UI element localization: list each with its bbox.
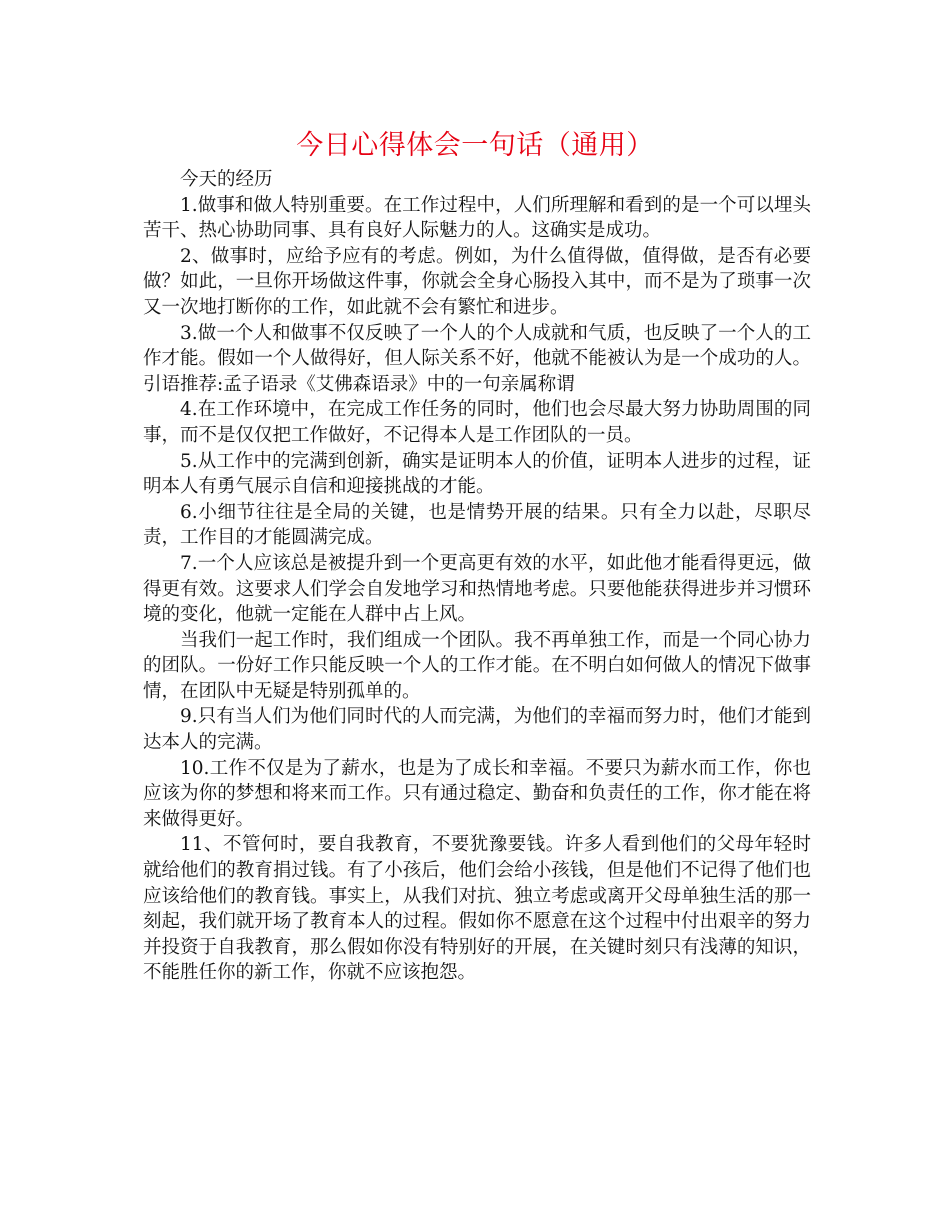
paragraph-7: 7.一个人应该总是被提升到一个更高更有效的水平，如此他才能看得更远，做得更有效。这要求人们学会自发地学习和热情地考虑。只要他能获得进步并习惯环境的变化，他就一定能在人群中占上风。 <box>143 552 811 626</box>
paragraph-6: 6.小细节往往是全局的关键，也是情势开展的结果。只有全力以赴，尽职尽责，工作目的才能圆满完成。 <box>143 501 811 549</box>
document-body <box>143 167 811 986</box>
paragraph-1: 1.做事和做人特别重要。在工作过程中，人们所理解和看到的是一个可以埋头苦干、热心协助同事、具有良好人际魅力的人。这确实是成功。 <box>143 194 811 242</box>
paragraph-5: 5.从工作中的完满到创新，确实是证明本人的价值，证明本人进步的过程，证明本人有勇气展示自信和迎接挑战的才能。 <box>143 450 811 498</box>
paragraph-8: 当我们一起工作时，我们组成一个团队。我不再单独工作，而是一个同心协力的团队。一份好工作只能反映一个人的工作才能。在不明白如何做人的情况下做事情，在团队中无疑是特别孤单的。 <box>143 629 811 702</box>
paragraph-4: 4.在工作环境中，在完成工作任务的同时，他们也会尽最大努力协助周围的同事，而不是仅仅把工作做好，不记得本人是工作团队的一员。 <box>143 399 811 446</box>
paragraph-3: 3.做一个人和做事不仅反映了一个人的个人成就和气质，也反映了一个人的工作才能。假如一个人做得好，但人际关系不好，他就不能被认为是一个成功的人。引语推荐:孟子语录《艾佛森语录》中的一句亲属称谓 <box>143 322 811 395</box>
paragraph-2: 2、做事时，应给予应有的考虑。例如，为什么值得做，值得做，是否有必要做？如此，一旦你开场做这件事，你就会全身心肠投入其中，而不是为了琐事一次又一次地打断你的工作，如此就不会有繁忙和进步。 <box>143 245 811 318</box>
paragraph-intro: 今天的经历 <box>180 169 273 190</box>
paragraph-11: 11、不管何时，要自我教育，不要犹豫要钱。许多人看到他们的父母年轻时就给他们的教育捐过钱。有了小孩后，他们会给小孩钱，但是他们不记得了他们也应该给他们的教育钱。事实上，从我们对抗、独立考虑或离开父母单独生活的那一刻起，我们就开场了教育本人的过程。假如你不愿意在这个过程中付出艰辛的努力并投资于自我教育，那么假如你没有特别好的开展，在关键时刻只有浅薄的知识，不能胜任你的新工作，你就不应该抱怨。 <box>143 834 811 984</box>
document-title: 今日心得体会一句话（通用） <box>296 130 654 161</box>
paragraph-9: 9.只有当人们为他们同时代的人而完满，为他们的幸福而努力时，他们才能到达本人的完满。 <box>143 706 811 754</box>
paragraph-10: 10.工作不仅是为了薪水，也是为了成长和幸福。不要只为薪水而工作，你也应该为你的梦想和将来而工作。只有通过稳定、勤奋和负责任的工作，你才能在将来做得更好。 <box>143 757 811 830</box>
